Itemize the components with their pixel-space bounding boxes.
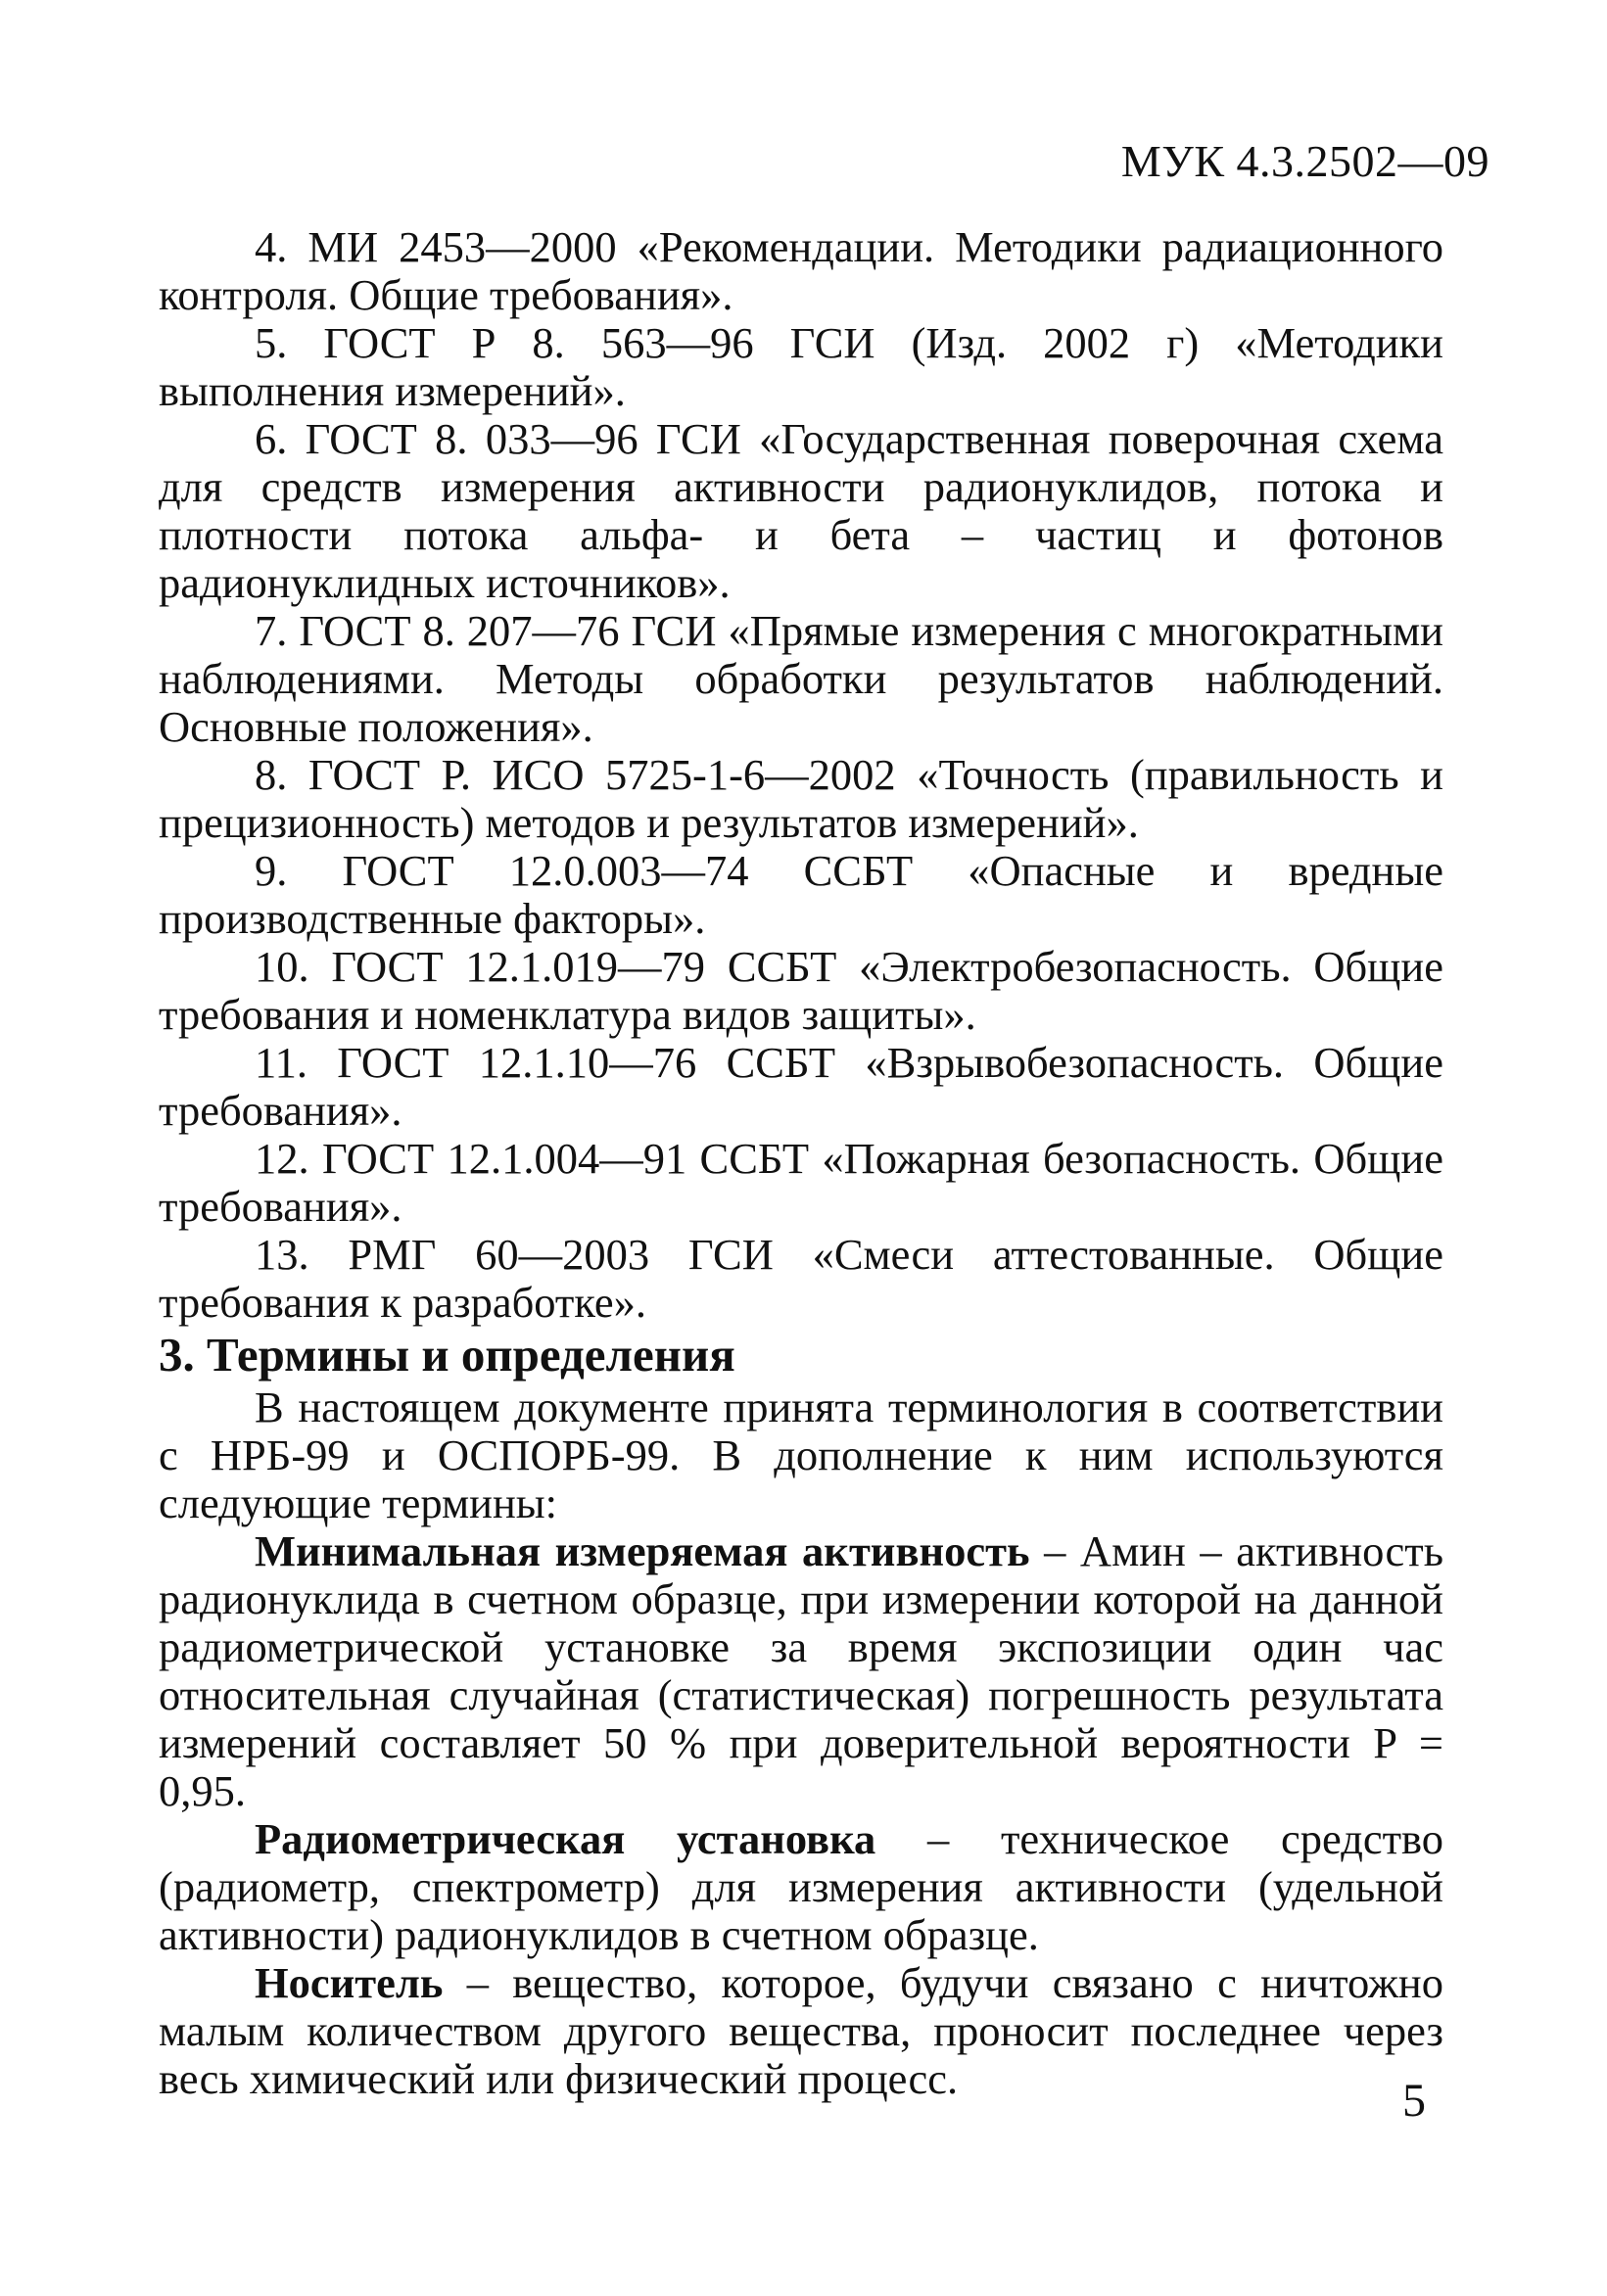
document-code: МУК 4.3.2502—09 (1120, 136, 1489, 186)
reference-item: 8. ГОСТ Р. ИСО 5725-1-6—2002 «Точность (правильность и прецизионность) методов и результатов измерений». (159, 750, 1443, 847)
section-intro: В настоящем документе принята терминология в соответствии с НРБ-99 и ОСПОРБ-99. В дополнение к ним используются следующие термины: (159, 1382, 1443, 1527)
definition-text: – Aмин – активность радионуклида в счетном образце, при измерении которой на данной радиометрической установке за время экспозиции один час относительная случайная (статистическая) погрешность результата измерений составляет 50 % при доверительной вероятности P = 0,95. (159, 1526, 1443, 1815)
reference-item: 13. РМГ 60—2003 ГСИ «Смеси аттестованные. Общие требования к разработке». (159, 1230, 1443, 1327)
reference-item: 10. ГОСТ 12.1.019—79 ССБТ «Электробезопасность. Общие требования и номенклатура видов защиты». (159, 942, 1443, 1039)
page-content (159, 223, 1443, 2103)
definition-term: Носитель (255, 1958, 444, 2007)
definition-paragraph (159, 1959, 1443, 2103)
reference-item: 5. ГОСТ Р 8. 563—96 ГСИ (Изд. 2002 г) «Методики выполнения измерений». (159, 318, 1443, 415)
definition-paragraph (159, 1815, 1443, 1959)
definition-term: Минимальная измеряемая активность (255, 1526, 1030, 1575)
reference-item: 6. ГОСТ 8. 033—96 ГСИ «Государственная поверочная схема для средств измерения активности радионуклидов, потока и плотности потока альфа- и бета – частиц и фотонов радионуклидных источников». (159, 414, 1443, 607)
section-title: 3. Термины и определения (159, 1328, 735, 1382)
definition-text: – техническое средство (радиометр, спектрометр) для измерения активности (удельной активности) радионуклидов в счетном образце. (159, 1814, 1443, 1959)
reference-item: 9. ГОСТ 12.0.003—74 ССБТ «Опасные и вредные производственные факторы». (159, 846, 1443, 943)
reference-item: 4. МИ 2453—2000 «Рекомендации. Методики радиационного контроля. Общие требования». (159, 222, 1443, 319)
reference-item: 12. ГОСТ 12.1.004—91 ССБТ «Пожарная безопасность. Общие требования». (159, 1134, 1443, 1231)
definition-text: – вещество, которое, будучи связано с ничтожно малым количеством другого вещества, проносит последнее через весь химический или физический процесс. (159, 1958, 1443, 2103)
definition-paragraph (159, 1527, 1443, 1815)
reference-item: 7. ГОСТ 8. 207—76 ГСИ «Прямые измерения с многократными наблюдениями. Методы обработки результатов наблюдений. Основные положения». (159, 606, 1443, 751)
page-number: 5 (1402, 2075, 1426, 2127)
definition-term: Радиометрическая установка (255, 1814, 876, 1863)
reference-item: 11. ГОСТ 12.1.10—76 ССБТ «Взрывобезопасность. Общие требования». (159, 1038, 1443, 1135)
